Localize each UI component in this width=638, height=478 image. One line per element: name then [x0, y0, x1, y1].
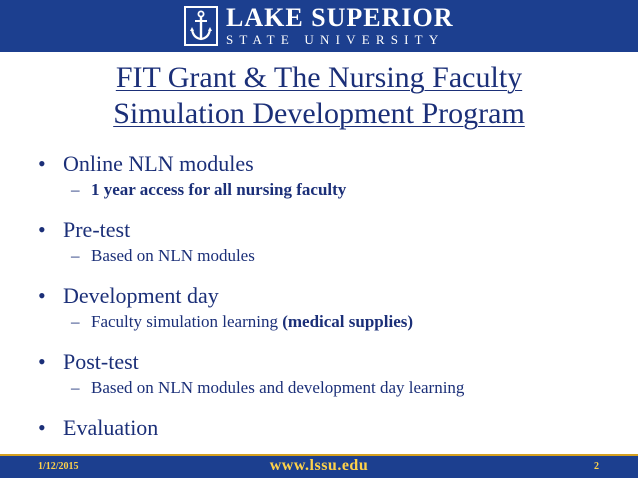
bullet-marker: •	[38, 151, 46, 176]
footer-date: 1/12/2015	[38, 461, 79, 472]
bullet-text: Evaluation	[63, 415, 159, 440]
footer-bar	[0, 456, 638, 478]
bullet-marker: •	[38, 283, 46, 308]
bullet-marker: •	[38, 217, 46, 242]
bullet-marker: •	[38, 349, 46, 374]
sub-bullet-bold-text: 1 year access for all nursing faculty	[91, 180, 347, 199]
sub-bullet-marker: –	[71, 312, 80, 331]
bullet-text: Post-test	[63, 349, 139, 374]
anchor-icon	[184, 6, 218, 46]
slide-title	[0, 60, 638, 132]
sub-bullet-text: Based on NLN modules and development day learning	[91, 378, 465, 397]
slide-title-line2: Simulation Development Program	[113, 97, 525, 130]
sub-bullet-marker: –	[71, 246, 80, 265]
sub-bullet-marker: –	[71, 378, 80, 397]
footer-website-link[interactable]: www.lssu.edu	[269, 457, 369, 474]
sub-bullet-text: Based on NLN modules	[91, 246, 255, 265]
sub-bullet-text: Faculty simulation learning	[91, 312, 283, 331]
page-number: 2	[594, 461, 599, 472]
bullet-marker: •	[38, 415, 46, 440]
slide-title-line1: FIT Grant & The Nursing Faculty	[115, 61, 523, 94]
sub-bullet-marker: –	[71, 180, 80, 199]
bullet-text: Online NLN modules	[63, 151, 254, 176]
sub-bullet-bold-text: (medical supplies)	[282, 312, 414, 331]
bullet-text: Development day	[63, 283, 219, 308]
logo-name: LAKE SUPERIOR	[226, 2, 454, 32]
university-logo[interactable]	[184, 4, 454, 48]
logo-subname: STATE UNIVERSITY	[226, 31, 445, 47]
header-bar	[0, 0, 638, 52]
bullet-text: Pre-test	[63, 217, 131, 242]
